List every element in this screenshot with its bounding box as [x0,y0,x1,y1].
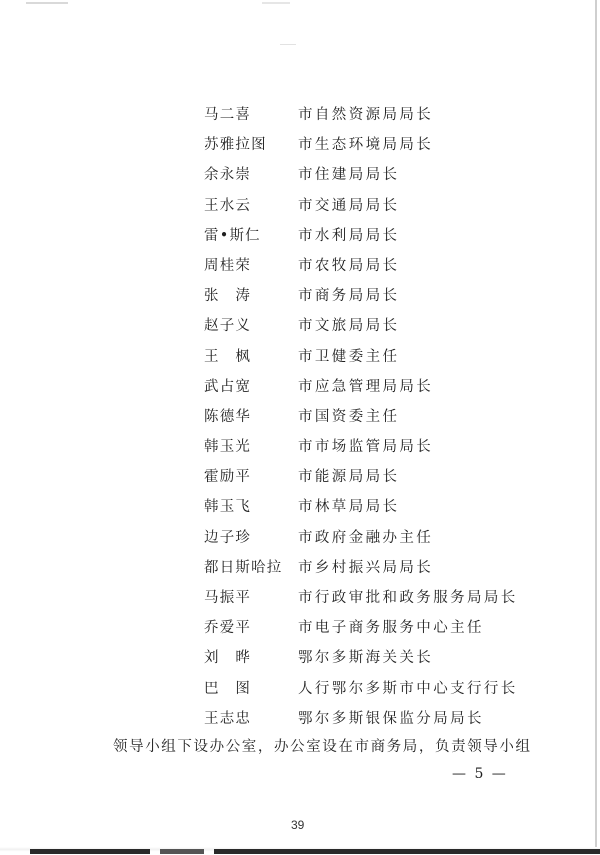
member-name: 余永崇 [204,167,252,184]
member-row [0,103,600,133]
scan-bottom-edge [0,847,600,855]
member-name: 周桂荣 [204,257,252,274]
member-name: 王 枫 [204,348,252,365]
member-title: 市卫健委主任 [298,348,400,365]
member-name: 都日斯哈拉 [204,559,283,576]
member-title: 鄂尔多斯海关关长 [298,650,434,667]
member-name: 马二喜 [204,107,252,123]
scan-artifact [262,2,290,4]
member-row [0,405,600,435]
member-title: 市住建局局长 [298,167,400,184]
member-title: 市农牧局局长 [298,257,400,274]
member-name: 武占宽 [204,378,252,395]
scan-artifact [30,849,150,854]
member-list [0,103,600,737]
member-title: 鄂尔多斯银保监分局局长 [298,710,484,727]
member-title: 市行政审批和政务服务局局长 [298,590,518,606]
member-title: 市电子商务服务中心主任 [298,620,484,637]
document-page-number: — 5 — [452,766,508,782]
member-title: 市水利局局长 [298,227,400,244]
member-title: 市政府金融办主任 [298,529,434,546]
member-name: 刘 晔 [204,650,252,667]
scan-artifact [280,44,296,45]
member-row [0,163,600,193]
member-title: 市能源局局长 [298,469,400,486]
member-name: 韩玉飞 [204,499,252,516]
member-title: 人行鄂尔多斯市中心支行行长 [298,680,518,697]
body-paragraph: 领导小组下设办公室，办公室设在市商务局，负责领导小组 [113,739,532,755]
member-row [0,586,600,616]
scan-artifact [160,849,204,854]
member-row [0,133,600,163]
member-row [0,495,600,525]
member-row [0,677,600,707]
member-title: 市自然资源局局长 [298,107,434,123]
member-row [0,194,600,224]
scan-page-number: 39 [291,818,305,832]
member-row [0,707,600,737]
member-name: 雷•斯仁 [204,227,261,244]
scan-artifact [214,849,600,854]
member-name: 马振平 [204,590,252,606]
member-title: 市商务局局长 [298,288,400,305]
member-row [0,314,600,344]
member-name: 张 涛 [204,288,252,305]
member-row [0,345,600,375]
member-row [0,646,600,676]
member-row [0,616,600,646]
member-row [0,435,600,465]
member-name: 赵子义 [204,318,252,335]
member-title: 市林草局局长 [298,499,400,516]
member-name: 霍励平 [204,469,252,486]
member-row [0,375,600,405]
member-row [0,254,600,284]
member-title: 市乡村振兴局局长 [298,559,434,576]
member-row [0,526,600,556]
member-name: 陈德华 [204,408,252,425]
member-title: 市生态环境局局长 [298,137,434,154]
member-row [0,284,600,314]
member-name: 边子珍 [204,529,252,546]
member-title: 市国资委主任 [298,408,400,425]
member-title: 市文旅局局长 [298,318,400,335]
member-title: 市交通局局长 [298,197,400,214]
scan-artifact [26,2,68,4]
member-name: 巴 图 [204,680,252,697]
member-name: 韩玉光 [204,439,252,456]
member-name: 苏雅拉图 [204,137,267,154]
member-row [0,465,600,495]
member-row [0,556,600,586]
member-name: 王水云 [204,197,252,214]
member-row [0,224,600,254]
member-title: 市市场监管局局长 [298,439,434,456]
member-title: 市应急管理局局长 [298,378,434,395]
member-name: 乔爱平 [204,620,252,637]
member-name: 王志忠 [204,710,252,727]
